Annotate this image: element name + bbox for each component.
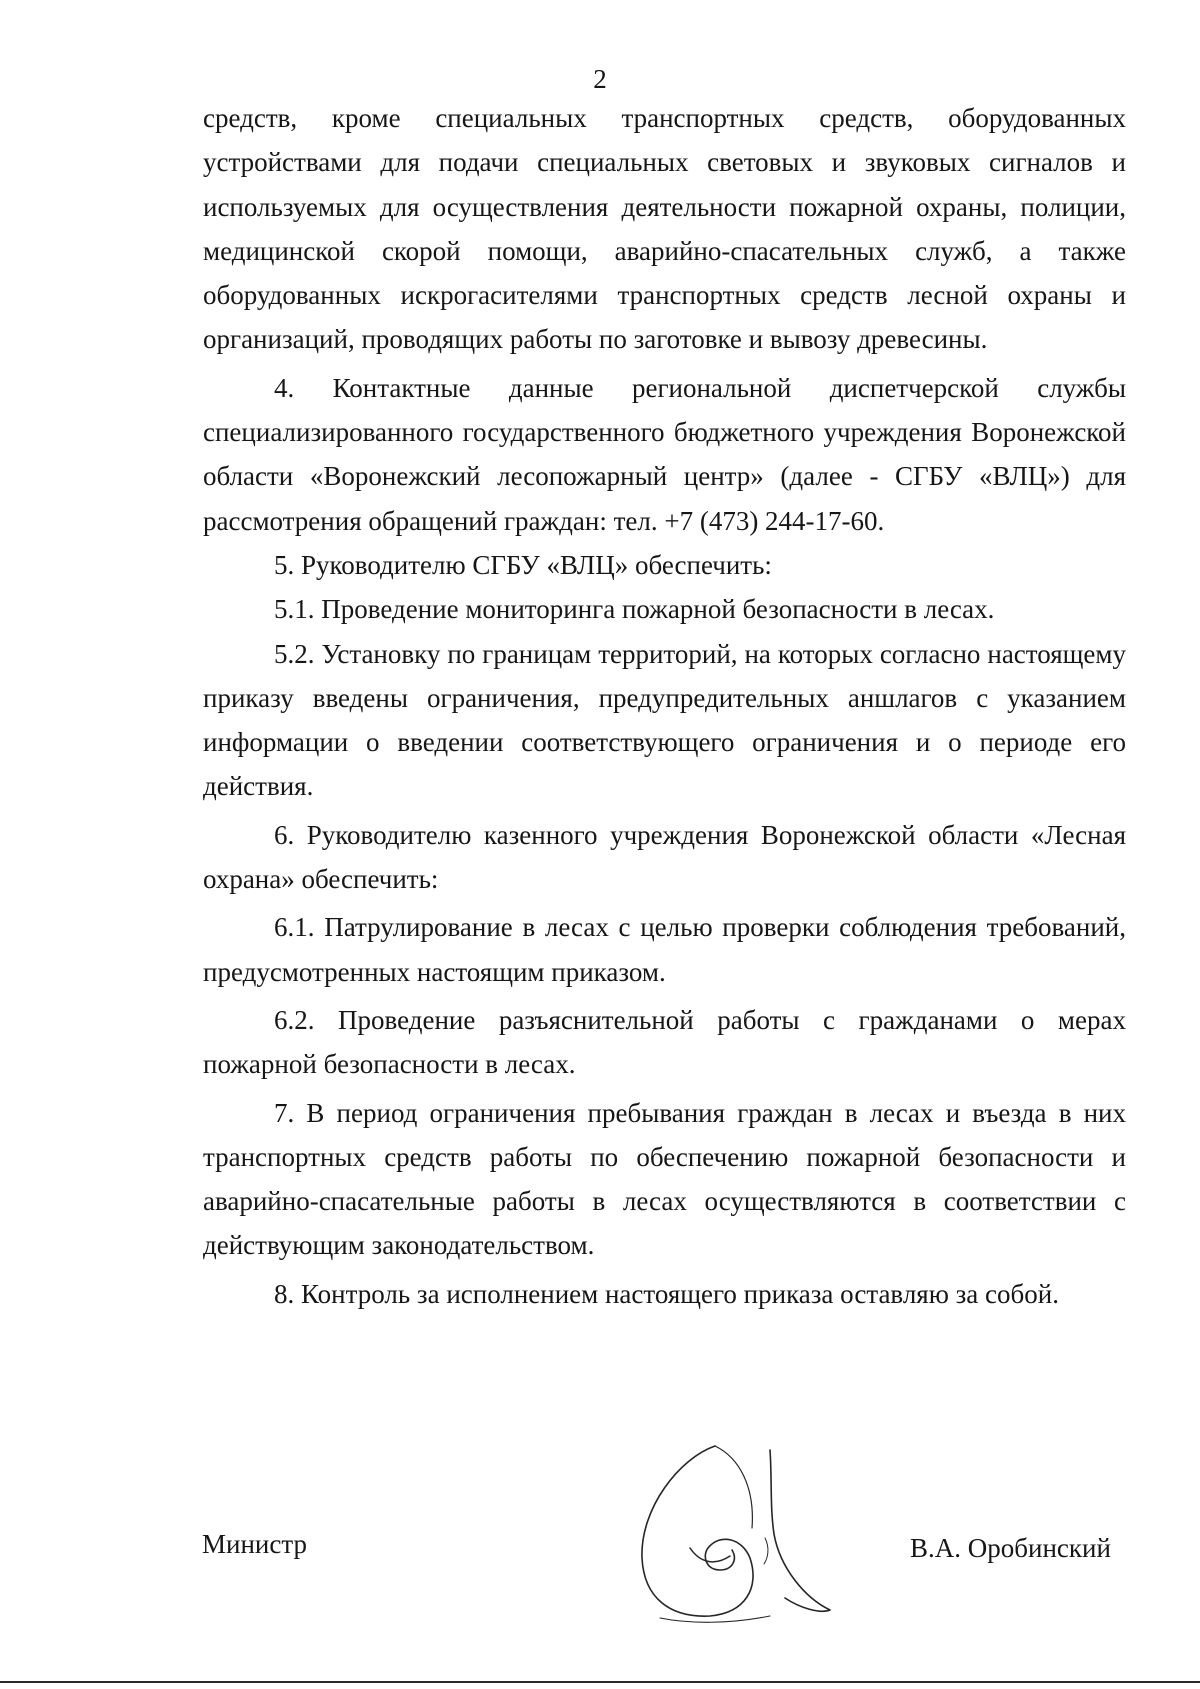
bottom-edge-line [0, 1681, 1200, 1683]
page-number: 2 [593, 64, 607, 94]
signatory-title: Министр [202, 1529, 307, 1559]
paragraph-5: 5. Руководителю СГБУ «ВЛЦ» обеспечить: [274, 549, 772, 580]
signatory-name: В.А. Оробинский [910, 1533, 1111, 1563]
paragraph-6: 6. Руководителю казенного учреждения Воронежской области «Лесная охрана» обеспечить: [203, 819, 1126, 895]
paragraph-4: 4. Контактные данные региональной диспетчерской службы специализированного государственного бюджетного учреждения Воронежской области «Воронежский лесопожарный центр» (далее - СГБУ «ВЛЦ») для рассмотрения обращений граждан: тел. +7 (473) 244-17-60. [203, 372, 1126, 536]
paragraph-6-1: 6.1. Патрулирование в лесах с целью проверки соблюдения требований, предусмотренных настоящим приказом. [203, 912, 1126, 987]
paragraph-7: 7. В период ограничения пребывания граждан в лесах и въезда в них транспортных средств работы по обеспечению пожарной безопасности и аварийно-спасательные работы в лесах осуществляются в соответствии с действующим законодательством. [203, 1097, 1126, 1261]
paragraph-5-1: 5.1. Проведение мониторинга пожарной безопасности в лесах. [274, 594, 995, 625]
paragraph-continuation: средств, кроме специальных транспортных средств, оборудованных устройствами для подачи специальных световых и звуковых сигналов и используемых для осуществления деятельности пожарной охраны, полиции, медицинской скорой помощи, аварийно-спасательных служб, а также оборудованных искрогасителями транспортных средств лесной охраны и организаций, проводящих работы по заготовке и вывозу древесины. [203, 103, 1126, 355]
paragraph-5-2: 5.2. Установку по границам территорий, на которых согласно настоящему приказу введены ограничения, предупредительных аншлагов с указанием информации о введении соответствующего ограничения и о периоде его действия. [203, 638, 1126, 802]
handwritten-signature [620, 1438, 870, 1628]
paragraph-8: 8. Контроль за исполнением настоящего приказа оставляю за собой. [274, 1278, 1059, 1309]
paragraph-6-2: 6.2. Проведение разъяснительной работы с гражданами о мерах пожарной безопасности в лесах. [203, 1004, 1126, 1080]
document-body [203, 96, 1126, 1316]
